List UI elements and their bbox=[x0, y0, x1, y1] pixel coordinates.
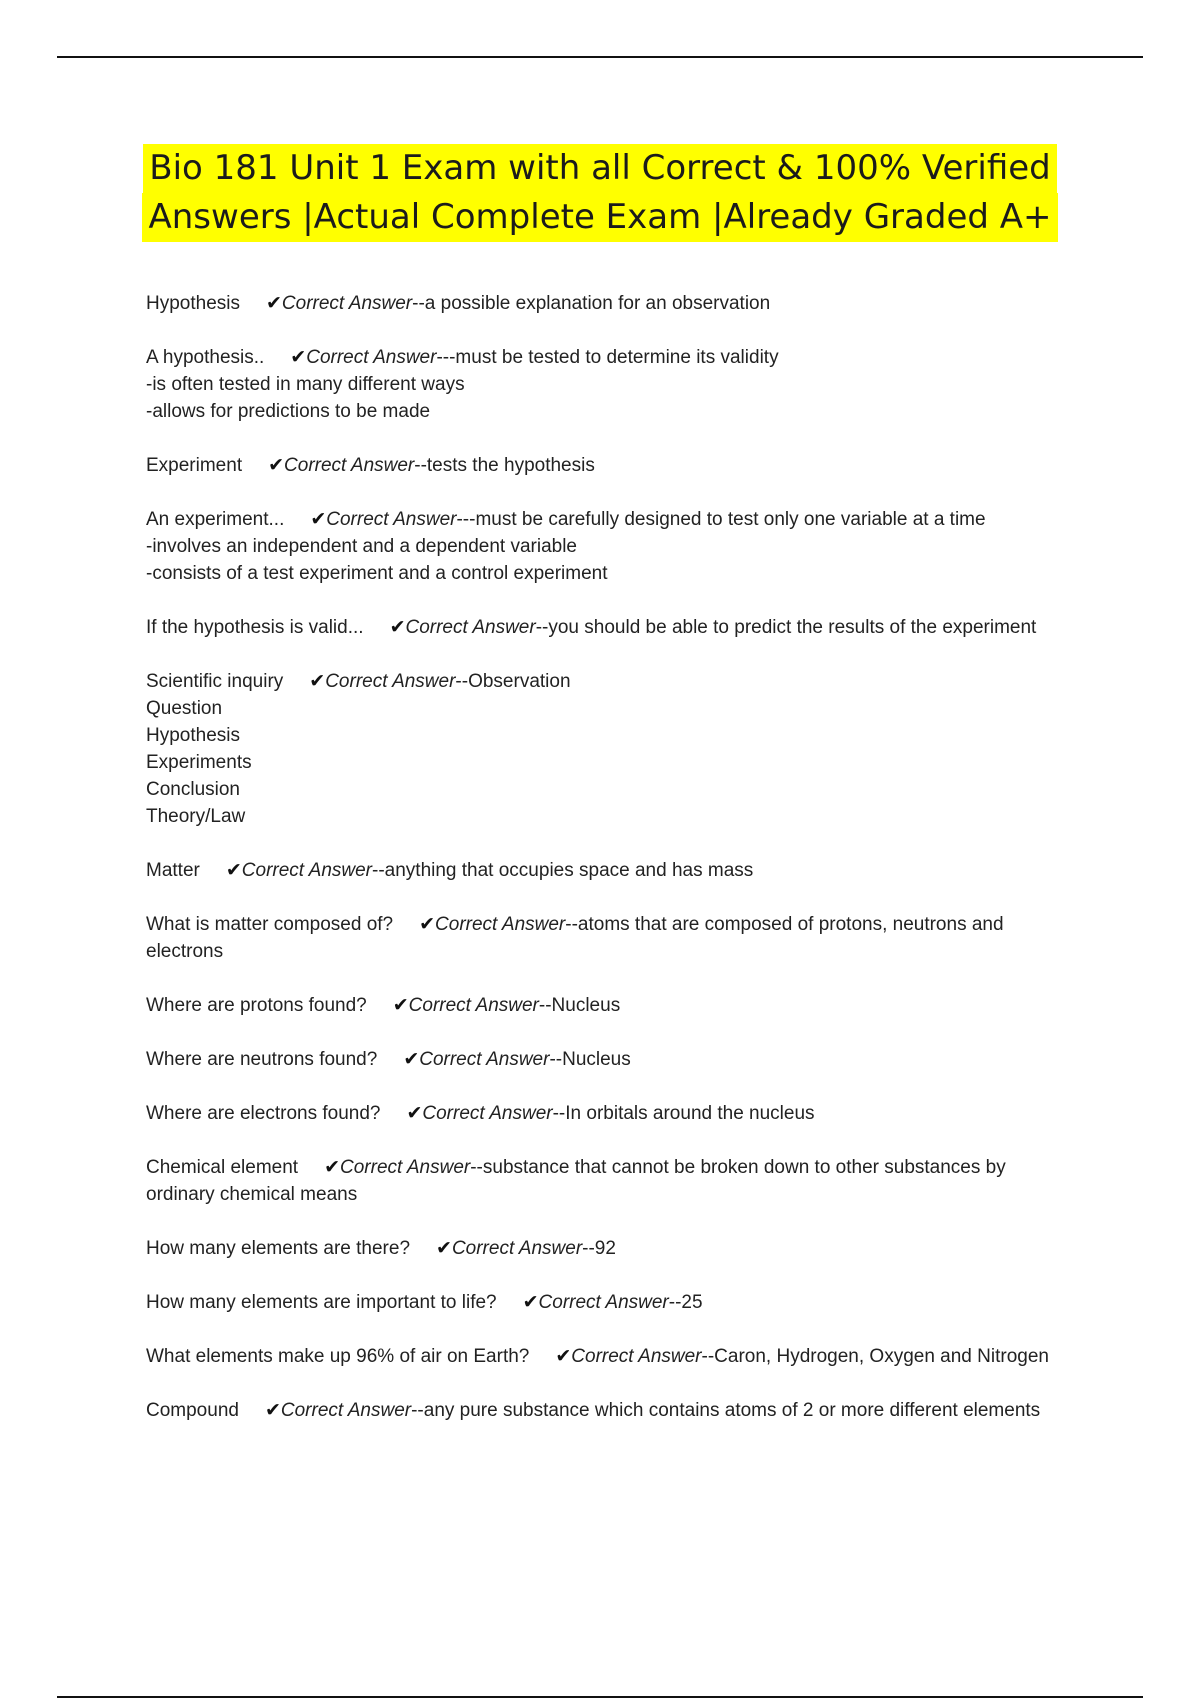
answer-extra-line: Theory/Law bbox=[146, 806, 246, 827]
answer-extra-line: -allows for predictions to be made bbox=[146, 401, 431, 422]
correct-answer-label: Correct Answer bbox=[435, 914, 566, 935]
page-title bbox=[0, 144, 1200, 242]
answer-extra-line: Experiments bbox=[146, 752, 252, 773]
qa-item bbox=[146, 1100, 1066, 1127]
answer-text: --anything that occupies space and has mass bbox=[372, 860, 754, 881]
correct-answer-label: Correct Answer bbox=[451, 1238, 583, 1259]
answer-extra-line: Question bbox=[146, 698, 223, 719]
answer-text: --Caron, Hydrogen, Oxygen and Nitrogen bbox=[701, 1346, 1049, 1367]
checkmark-icon: ✔ bbox=[324, 1157, 340, 1178]
title-line-2: Answers |Actual Complete Exam |Already Graded A+ bbox=[142, 193, 1057, 242]
answer-extra-line: -consists of a test experiment and a control experiment bbox=[146, 563, 608, 584]
answer-text: ---must be tested to determine its validity bbox=[436, 347, 779, 368]
checkmark-icon: ✔ bbox=[309, 671, 326, 692]
answer-text: --any pure substance which contains atoms of 2 or more different elements bbox=[411, 1400, 1041, 1421]
qa-item bbox=[146, 668, 1066, 830]
correct-answer-label: Correct Answer bbox=[422, 1103, 553, 1124]
question-text: What is matter composed of? bbox=[146, 914, 394, 935]
correct-answer-label: Correct Answer bbox=[571, 1346, 702, 1367]
answer-extra-line: Conclusion bbox=[146, 779, 240, 800]
correct-answer-label: Correct Answer bbox=[408, 995, 539, 1016]
answer-text: --a possible explanation for an observation bbox=[412, 293, 771, 314]
checkmark-icon: ✔ bbox=[436, 1238, 452, 1259]
checkmark-icon: ✔ bbox=[290, 347, 307, 368]
qa-item bbox=[146, 1397, 1066, 1424]
correct-answer-label: Correct Answer bbox=[538, 1292, 669, 1313]
question-text: What elements make up 96% of air on Earth? bbox=[146, 1346, 530, 1367]
question-text: If the hypothesis is valid... bbox=[146, 617, 364, 638]
correct-answer-label: Correct Answer bbox=[284, 455, 415, 476]
answer-text: --Observation bbox=[455, 671, 571, 692]
question-text: An experiment... bbox=[146, 509, 285, 530]
checkmark-icon: ✔ bbox=[264, 1400, 281, 1421]
answer-extra-line: Hypothesis bbox=[146, 725, 240, 746]
answer-text: --you should be able to predict the results of the experiment bbox=[535, 617, 1037, 638]
checkmark-icon: ✔ bbox=[225, 860, 242, 881]
qa-item bbox=[146, 1289, 1066, 1316]
question-text: Where are electrons found? bbox=[146, 1103, 381, 1124]
qa-item bbox=[146, 1235, 1066, 1262]
correct-answer-label: Correct Answer bbox=[419, 1049, 550, 1070]
qa-item bbox=[146, 911, 1066, 965]
question-text: How many elements are there? bbox=[146, 1238, 411, 1259]
qa-item bbox=[146, 506, 1066, 587]
answer-text: --Nucleus bbox=[549, 1049, 631, 1070]
top-rule bbox=[57, 56, 1143, 58]
answer-extra-line: -is often tested in many different ways bbox=[146, 374, 465, 395]
answer-text: --atoms that are composed of protons, neutrons and electrons bbox=[146, 914, 1004, 962]
correct-answer-label: Correct Answer bbox=[340, 1157, 471, 1178]
correct-answer-label: Correct Answer bbox=[405, 617, 536, 638]
question-text: Experiment bbox=[146, 455, 243, 476]
question-text: Where are neutrons found? bbox=[146, 1049, 378, 1070]
qa-list bbox=[146, 290, 1066, 1451]
checkmark-icon: ✔ bbox=[389, 617, 406, 638]
qa-item bbox=[146, 1154, 1066, 1208]
answer-text: --In orbitals around the nucleus bbox=[552, 1103, 815, 1124]
question-text: Scientific inquiry bbox=[146, 671, 284, 692]
answer-text: --92 bbox=[582, 1238, 616, 1259]
qa-item bbox=[146, 1343, 1066, 1370]
qa-item bbox=[146, 1046, 1066, 1073]
checkmark-icon: ✔ bbox=[310, 509, 327, 530]
answer-text: --tests the hypothesis bbox=[414, 455, 595, 476]
question-text: Hypothesis bbox=[146, 293, 240, 314]
answer-text: --Nucleus bbox=[538, 995, 621, 1016]
answer-extra-line: -involves an independent and a dependent variable bbox=[146, 536, 577, 557]
title-line-1: Bio 181 Unit 1 Exam with all Correct & 100% Verified bbox=[143, 144, 1057, 193]
correct-answer-label: Correct Answer bbox=[326, 509, 457, 530]
qa-item bbox=[146, 344, 1066, 425]
checkmark-icon: ✔ bbox=[555, 1346, 572, 1367]
question-text: Where are protons found? bbox=[146, 995, 367, 1016]
answer-text: ---must be carefully designed to test only one variable at a time bbox=[456, 509, 986, 530]
checkmark-icon: ✔ bbox=[406, 1103, 423, 1124]
checkmark-icon: ✔ bbox=[392, 995, 409, 1016]
question-text: How many elements are important to life? bbox=[146, 1292, 497, 1313]
question-text: Compound bbox=[146, 1400, 239, 1421]
checkmark-icon: ✔ bbox=[403, 1049, 420, 1070]
qa-item bbox=[146, 992, 1066, 1019]
correct-answer-label: Correct Answer bbox=[306, 347, 437, 368]
correct-answer-label: Correct Answer bbox=[241, 860, 372, 881]
answer-text: --25 bbox=[668, 1292, 703, 1313]
checkmark-icon: ✔ bbox=[266, 293, 282, 314]
answer-text: --substance that cannot be broken down to other substances by ordinary chemical means bbox=[146, 1157, 1006, 1205]
checkmark-icon: ✔ bbox=[268, 455, 285, 476]
qa-item bbox=[146, 290, 1066, 317]
correct-answer-label: Correct Answer bbox=[325, 671, 456, 692]
question-text: Chemical element bbox=[146, 1157, 299, 1178]
correct-answer-label: Correct Answer bbox=[280, 1400, 412, 1421]
qa-item bbox=[146, 614, 1066, 641]
question-text: A hypothesis.. bbox=[146, 347, 265, 368]
bottom-rule bbox=[57, 1696, 1143, 1698]
question-text: Matter bbox=[146, 860, 200, 881]
checkmark-icon: ✔ bbox=[522, 1292, 539, 1313]
qa-item bbox=[146, 452, 1066, 479]
checkmark-icon: ✔ bbox=[419, 914, 436, 935]
correct-answer-label: Correct Answer bbox=[281, 293, 413, 314]
qa-item bbox=[146, 857, 1066, 884]
